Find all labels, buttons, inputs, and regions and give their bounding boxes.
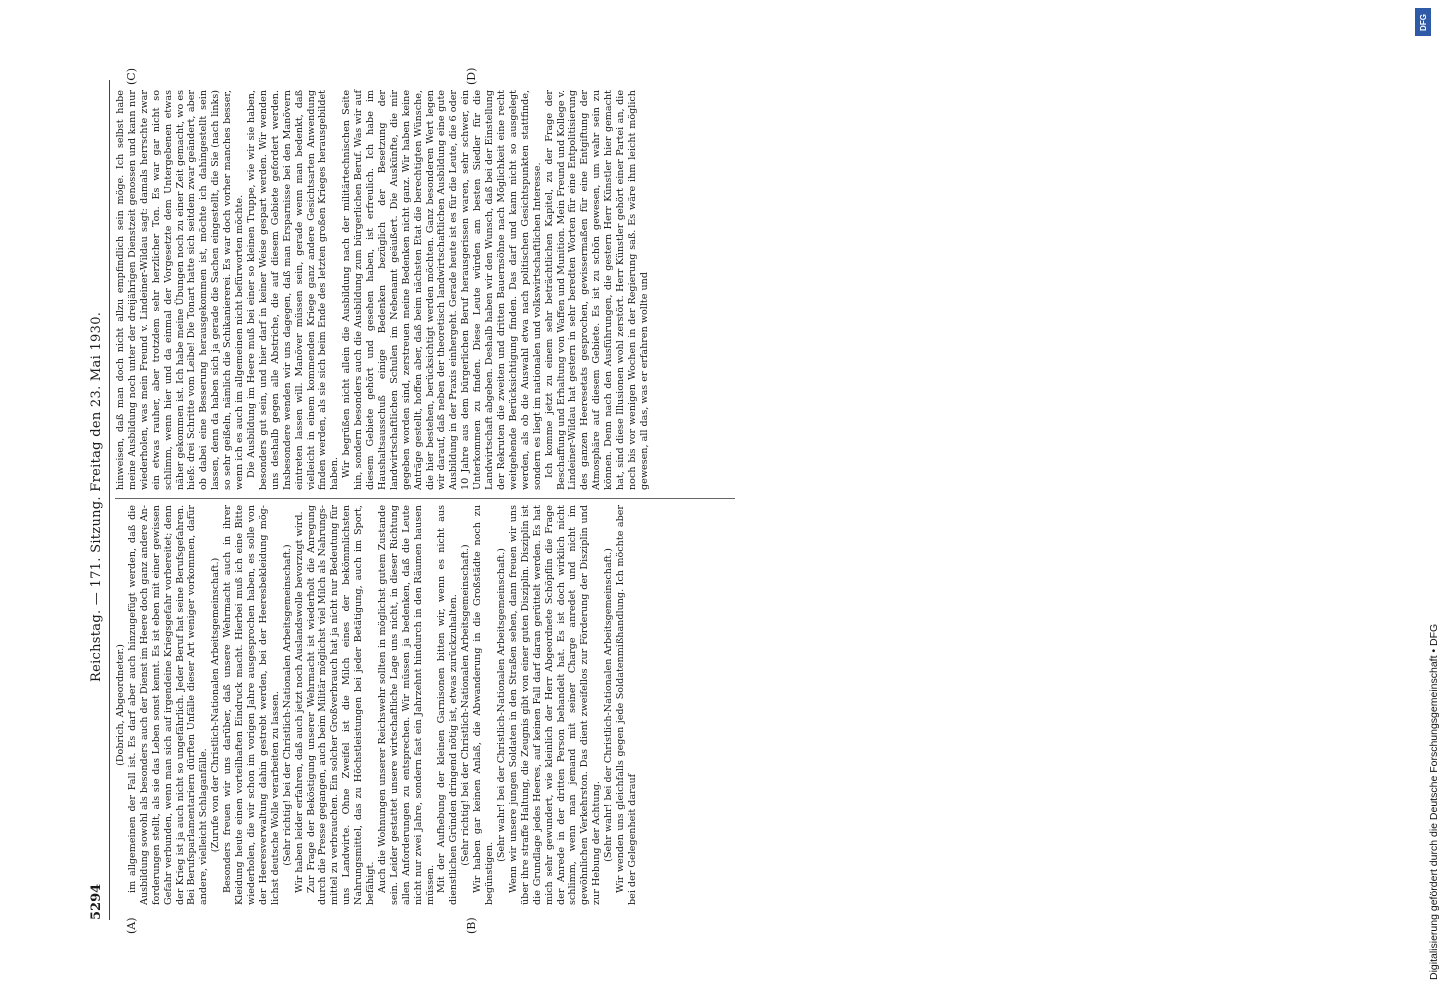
interjection: (Dobrich, Abgeordneter.) [115,644,126,766]
interjection: (Sehr richtig! bei der Christlich-Nationalen Arbeitsgemeinschaft.) [460,544,472,866]
paragraph: Wir wenden uns gleichfalls gegen jede Soldatenmißhandlung. Ich möchte aber bei der Gelegenheit darauf [615,505,638,905]
paragraph: Zur Frage der Beköstigung unserer Wehrmacht ist wiederholt die Anregung durch die Presse gegangen, auch beim Militär möglichst viel Milch als Nahrungsmittel zu verbrauchen. Ein solcher Großverbrauch hat ja nicht nur Bedeutung für uns Landwirte. Ohne Zweifel ist die Milch eines der bekömmlichsten Nahrungsmittel, das zu Höchstleistungen bei jeder Betätigung, auch im Sport, befähigt. [305,505,377,905]
paragraph: Wir haben leider erfahren, daß auch jetzt noch Auslandswolle bevorzugt wird. [293,511,305,893]
paragraph: Die Ausbildung im Heere muß bei einer so kleinen Truppe, wie wir sie haben, besonders gut sein, und hier darf in keiner Weise gespart werden. Wir wenden uns deshalb gegen alle Abstriche, die auf diesem Gebiete gefordert werden. Insbesondere wenden wir uns dagegen, daß man Ersparnisse bei den Manövern eintreten lassen will. Manöver müssen sein, gerade wenn man bedenkt, daß vielleicht in einem kommenden Kriege ganz andere Gesichtsarten Anwendung finden werden, als sie sich beim Ende des letzten großen Krieges herausgebildet haben. [245,90,341,490]
margin-mark-c: (C) [125,68,138,85]
right-column [115,90,735,490]
digitization-credit: Digitalisierung gefördert durch die Deutsche Forschungsgemeinschaft • DFG [1428,623,1440,980]
column-separator [115,498,735,499]
dfg-logo: DFG [1415,8,1431,36]
paragraph: Besonders freuen wir uns darüber, daß unsere Wehrmacht auch in ihrer Kleidung heute einen vorteilhaften Eindruck macht. Hierbei muß ich eine Bitte wiederholen, die wir schon im vorigen Jahre ausgesprochen haben, es solle von der Heeresverwaltung dahin gestrebt werden, bei der Heeresbekleidung möglichst deutsche Wolle verarbeiten zu lassen. [222,505,281,905]
left-column [115,505,735,905]
paragraph: Wir haben gar keinen Anlaß, die Abwanderung in die Großstädte noch zu begünstigen. [472,505,496,905]
paragraph: Ich komme jetzt zu einem sehr beträchtlichen Kapitel, zu der Frage der Beschaffung und Erhaltung von Waffen und Munition. Mein Freund und Kollege v. Lindeiner-Wildau hat gestern in sehr beredten Worten für eine Entpolitisierung des ganzen Heeresetats gesprochen, gewissermaßen für eine Entgiftung der Atmosphäre auf diesem Gebiete. Es ist zu schön gewesen, um wahr sein zu können. Denn nach den Ausführungen, die gestern Herr Künstler hier gemacht hat, sind diese Illusionen wohl zerstört. Herr Künstler gehört einer Partei an, die noch bis vor wenigen Wochen in der Regierung saß. Es wäre ihm leicht möglich gewesen, all das, was er erfahren wollte und [543,90,650,490]
margin-mark-d: (D) [465,67,478,85]
interjection: (Sehr wahr! bei der Christlich-Nationalen Arbeitsgemeinschaft.) [603,548,615,862]
page-title: Reichstag. — 171. Sitzung. Freitag den 23. Mai 1930. [88,311,104,683]
paragraph: Wenn wir unsere jungen Soldaten in den Straßen sehen, dann freuen wir uns über ihre straffe Haltung, die Zeugnis gibt von einer guten Disziplin. Disziplin ist die Grundlage jedes Heeres, auf keinen Fall darf daran gerüttelt werden. Es hat mich sehr gewundert, wie kleinlich der Herr Abgeordnete Schöpflin die Frage der Anrede in der dritten Person behandelt hat. Es ist doch wirklich nicht schlimm, wenn man jemand mit seiner Charge anredet und nicht im gewöhnlichen Verkehrston. Das dient zweifellos zur Förderung der Disziplin und zur Hebung der Achtung. [507,505,603,905]
margin-mark-b: (B) [465,917,478,934]
margin-mark-a: (A) [125,917,138,934]
paragraph: hinweisen, daß man doch nicht allzu empfindlich sein möge. Ich selbst habe meine Ausbildung noch unter der dreijährigen Dienstzeit genossen und kann nur wiederholen, was mein Freund v. Lindeiner-Wildau sagt: damals herrschte zwar ein etwas rauher, aber trotzdem sehr herzlicher Ton. Es war gar nicht so schlimm, wenn hier und da einmal der Vorgesetzte dem Untergebenen etwas näher gekommen ist. Ich habe meine Übungen noch zu einer Zeit gemacht, wo es hieß: drei Schritte vom Leibe! Die Tonart hatte sich seitdem zwar geändert, aber ob dabei eine Besserung herausgekommen ist, möchte ich dahingestellt sein lassen, denn da haben sich ja gerade die Sachen eingestellt, die Sie (nach links) so sehr geißeln, nämlich die Schikaniererei. Es war doch vorher manches besser, wenn ich es auch im allgemeinen nicht befürworten möchte. [115,90,246,490]
interjection: (Zurufe von der Christlich-Nationalen Arbeitsgemeinschaft.) [210,557,222,853]
interjection: (Sehr wahr! bei der Christlich-Nationalen Arbeitsgemeinschaft.) [496,548,507,862]
paragraph: Wir begrüßen nicht allein die Ausbildung nach der militärtechnischen Seite hin, sondern besonders auch die Ausbildung zum bürgerlichen Beruf. Was wir auf diesem Gebiete gehört und gesehen haben, ist erfreulich. Ich habe im Haushaltsausschuß einige Bedenken bezüglich der Besetzung der landwirtschaftlichen Schulen im Nebenamt geäußert. Die Auskünfte, die mir gegeben worden sind, zerstreuen meine Bedenken nicht ganz. Wir haben keine Anträge gestellt, hoffen aber, daß beim nächsten Etat die berechtigten Wünsche, die hier bestehen, berücksichtigt werden möchten. Ganz besonderen Wert legen wir darauf, daß neben der theoretisch landwirtschaftlichen Ausbildung eine gute Ausbildung in der Praxis einhergeht. Gerade heute ist es für die Leute, die 6 oder 10 Jahre aus dem bürgerlichen Beruf herausgerissen waren, sehr schwer, ein Unterkommen zu finden. Diese Leute würden am besten Siedler für die Landwirtschaft abgeben. Deshalb haben wir den Wunsch, daß bei der Einstellung der Rekruten die zweiten und dritten Bauernsöhne nach Möglichkeit eine recht weitgehende Berücksichtigung finden. Das darf und kann nicht so ausgelegt werden, als ob die Auswahl etwa nach politischen Gesichtspunkten stattfinde, sondern es liegt im nationalen und volkswirtschaftlichen Interesse. [341,90,543,490]
paragraph: Auch die Wohnungen unserer Reichswehr sollten in möglichst gutem Zustande sein. Leider gestattet unsere wirtschaftliche Lage uns nicht, in dieser Richtung allen Anforderungen zu entsprechen. Wir müssen ja bedenken, daß die Leute nicht nur zwei Jahre, sondern fast ein Jahrzehnt hindurch in den Räumen hausen müssen. [376,505,436,905]
paragraph: im allgemeinen der Fall ist. Es darf aber auch hinzugefügt werden, daß die Ausbildung sowohl als besonders auch der Dienst im Heere doch ganz andere Anforderungen stellt, als sie das Leben sonst kennt. Es ist eben mit einer gewissen Gefahr verbunden, wenn man sich auf irgendeine Kriegsgefahr vorbereitet; denn der Krieg ist ja auch nicht so ungefährlich. Jeder Beruf hat seine Berufsgefahren. Bei Berufsparlamentariern dürften Unfälle dieser Art weniger vorkommen, dafür andere, vielleicht Schlaganfälle. [126,505,210,905]
page-number: 5294 [88,883,104,920]
interjection: (Sehr richtig! bei der Christlich-Nationalen Arbeitsgemeinschaft.) [281,544,293,866]
rotated-page [85,67,745,934]
paragraph: Mit der Aufhebung der kleinen Garnisonen bitten wir, wenn es nicht aus dienstlichen Gründen dringend nötig ist, etwas zurückzuhalten. [436,505,460,905]
header-rule [109,80,110,920]
page-header [85,80,107,920]
